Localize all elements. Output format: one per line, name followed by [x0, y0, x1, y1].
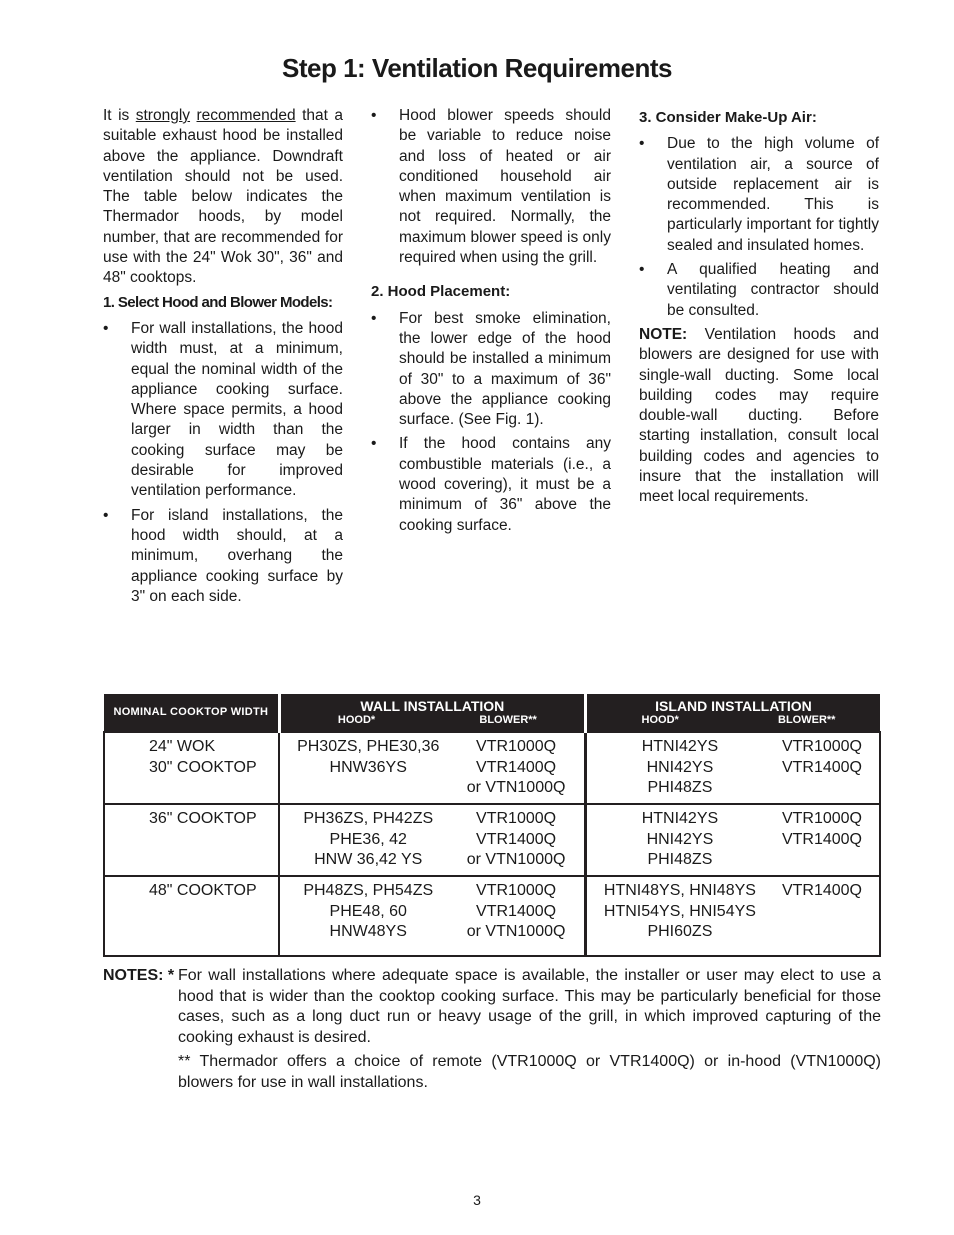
bullet-icon: • — [639, 261, 645, 279]
blower-model: VTR1400Q — [476, 830, 557, 848]
list-item — [639, 260, 879, 321]
hood-model: HNI42YS — [646, 830, 714, 848]
list-item — [639, 134, 879, 256]
cooktop-width-cell — [104, 804, 279, 876]
hood-model: PH36ZS, PH42ZS — [303, 810, 434, 827]
cooktop-width-line: 30" COOKTOP — [149, 758, 257, 776]
blower-model: VTR1400Q — [781, 830, 862, 848]
header-island-hood: HOOD* — [641, 714, 679, 726]
table-row — [104, 876, 880, 956]
island-blower-models — [769, 881, 875, 943]
island-installation-cell — [585, 876, 880, 956]
header-island-label: ISLAND INSTALLATION — [655, 698, 812, 714]
island-hood-models — [591, 881, 769, 943]
intro-pre: It is — [103, 107, 136, 124]
wall-hood-models — [284, 881, 452, 943]
bullet-text: For best smoke elimination, the lower edge of the hood should be installed a minimum of 30" to a maximum of 36" above the appliance cooking surface. (See Fig. 1). — [399, 309, 611, 429]
wall-blower-models — [452, 881, 580, 943]
intro-strongly: strongly — [135, 107, 191, 124]
island-installation-cell — [585, 732, 880, 804]
notes-section — [103, 966, 881, 1097]
list-item — [371, 309, 611, 431]
column-2 — [371, 106, 611, 540]
header-island-blower: BLOWER** — [778, 714, 836, 726]
note-text: Ventilation hoods and blowers are designed for use with single-wall ducting. Some local building codes may require double-wall ducting. Before starting installation, consult local building codes and agencies to insure that the installation will meet local requirements. — [639, 325, 879, 506]
intro-recommended: recommended — [196, 107, 296, 124]
blower-model: or VTN1000Q — [466, 923, 566, 940]
note-1-text: For wall installations where adequate space is available, the installer or user may elect to use a hood that is wider than the cooktop cooking surface. This may be particularly beneficial for those cases, such as a long duct run or heavy usage of the grill, in which improved capturing of the cooking exhaust is desired. — [178, 967, 881, 1046]
bullet-icon: • — [103, 319, 109, 337]
hood-model: PHI60ZS — [647, 923, 713, 940]
wall-installation-cell — [279, 876, 585, 956]
header-wall-installation — [279, 694, 585, 732]
island-blower-models — [769, 809, 875, 871]
island-cell-layout — [591, 809, 875, 871]
note-2-text: ** Thermador offers a choice of remote (VTR1000Q or VTR1400Q) or in-hood (VTN1000Q) blowers for use in wall installations. — [178, 1053, 881, 1091]
hood-model: PH30ZS, PHE30,36 — [297, 738, 440, 755]
section-1-heading: 1. Select Hood and Blower Models: — [103, 293, 333, 311]
list-item — [103, 319, 343, 502]
list-item — [371, 434, 611, 535]
header-wall-hood: HOOD* — [337, 714, 376, 726]
note-paragraph — [639, 325, 879, 508]
blower-model: VTR1000Q — [476, 810, 557, 827]
header-nominal-width: NOMINAL COOKTOP WIDTH — [104, 694, 279, 732]
cooktop-width-cell — [104, 876, 279, 956]
island-blower-models — [769, 737, 875, 799]
blower-model: VTR1400Q — [476, 902, 557, 920]
notes-label: NOTES: * — [103, 967, 175, 984]
blower-model: or VTN1000Q — [466, 851, 566, 868]
table-row — [104, 732, 880, 804]
wall-hood-models — [284, 809, 452, 871]
header-wall-blower: BLOWER** — [479, 714, 537, 726]
table-row — [104, 804, 880, 876]
hood-model: HTNI42YS — [641, 738, 719, 755]
table-header-row — [104, 694, 880, 732]
island-cell-layout — [591, 881, 875, 943]
bullet-icon: • — [371, 309, 377, 327]
bullet-icon: • — [103, 506, 109, 524]
hood-blower-table — [103, 694, 881, 957]
wall-blower-models — [452, 737, 580, 799]
blower-model: VTR1400Q — [781, 882, 862, 899]
hood-model: PHE48, 60 — [329, 902, 407, 920]
wall-installation-cell — [279, 804, 585, 876]
blower-model: VTR1000Q — [476, 738, 557, 755]
blower-model: VTR1000Q — [781, 738, 862, 755]
bullet-text: Hood blower speeds should be variable to reduce noise and loss of heated or air conditioned household air when maximum ventilation is not required. Normally, the maximum blower speed is only required when using the grill. — [399, 107, 611, 267]
cooktop-width-line: 24" WOK — [149, 738, 216, 755]
bullet-text: If the hood contains any combustible materials (i.e., a wood covering), it must be a minimum of 36" above the cooking surface. — [399, 435, 611, 534]
blower-model: VTR1400Q — [476, 758, 557, 776]
island-hood-models — [591, 737, 769, 799]
header-island-installation — [585, 694, 880, 732]
wall-installation-cell — [279, 732, 585, 804]
hood-model: HTNI42YS — [641, 810, 719, 827]
hood-model: HNW48YS — [329, 923, 407, 940]
hood-model: HTNI48YS, HNI48YS — [603, 882, 756, 899]
hood-model: HNW 36,42 YS — [314, 851, 423, 868]
note-1 — [103, 966, 881, 1048]
header-wall-label: WALL INSTALLATION — [360, 698, 505, 714]
hood-model: PH48ZS, PH54ZS — [303, 882, 434, 899]
hood-model: HNW36YS — [329, 758, 407, 776]
section-2-heading: 2. Hood Placement: — [371, 283, 511, 301]
list-item — [371, 106, 611, 268]
hood-model: PHI48ZS — [647, 851, 713, 868]
intro-paragraph — [103, 106, 343, 289]
bullet-text: For island installations, the hood width should, at a minimum, overhang the appliance cooking surface by 3" on each side. — [131, 506, 343, 605]
wall-cell-layout — [284, 809, 580, 871]
blower-model: or VTN1000Q — [466, 779, 566, 796]
column-3 — [639, 106, 879, 512]
bullet-icon: • — [639, 135, 645, 153]
column-1 — [103, 106, 343, 611]
blower-model: VTR1400Q — [781, 758, 862, 776]
hood-model: PHE36, 42 — [329, 830, 407, 848]
cooktop-width-line: 48" COOKTOP — [149, 882, 257, 899]
bullet-icon: • — [371, 435, 377, 453]
page-number: 3 — [473, 1192, 481, 1208]
intro-post: that a suitable exhaust hood be installed above the appliance. Downdraft ventilation should not be used. The table below indicates the Thermador hoods, by model number, that are recommended for use with the 24" Wok 30", 36" and 48" cooktops. — [103, 107, 344, 287]
blower-model: VTR1000Q — [781, 810, 862, 827]
cooktop-width-cell — [104, 732, 279, 804]
cooktop-width-line: 36" COOKTOP — [149, 810, 257, 827]
bullet-text: For wall installations, the hood width must, at a minimum, equal the nominal width of the appliance cooking surface. Where space permits, a hood larger in width than the cooking surface may be desirable for improved ventilation performance. — [131, 319, 343, 500]
page-title: Step 1: Ventilation Requirements — [282, 53, 672, 83]
list-item — [103, 506, 343, 607]
island-hood-models — [591, 809, 769, 871]
blower-model: VTR1000Q — [476, 882, 557, 899]
island-cell-layout — [591, 737, 875, 799]
note-2 — [103, 1052, 881, 1093]
bullet-text: A qualified heating and ventilating contractor should be consulted. — [667, 261, 879, 319]
wall-cell-layout — [284, 737, 580, 799]
island-installation-cell — [585, 804, 880, 876]
hood-model: HTNI54YS, HNI54YS — [603, 902, 756, 920]
wall-blower-models — [452, 809, 580, 871]
wall-hood-models — [284, 737, 452, 799]
hood-model: PHI48ZS — [647, 779, 713, 796]
section-3-heading: 3. Consider Make-Up Air: — [639, 109, 817, 126]
wall-cell-layout — [284, 881, 580, 943]
bullet-icon: • — [371, 107, 377, 124]
hood-model: HNI42YS — [646, 758, 714, 776]
bullet-text: Due to the high volume of ventilation air, a source of outside replacement air is recommended. This is particularly important for tightly sealed and insulated homes. — [667, 135, 879, 254]
note-label: NOTE: — [639, 325, 688, 343]
